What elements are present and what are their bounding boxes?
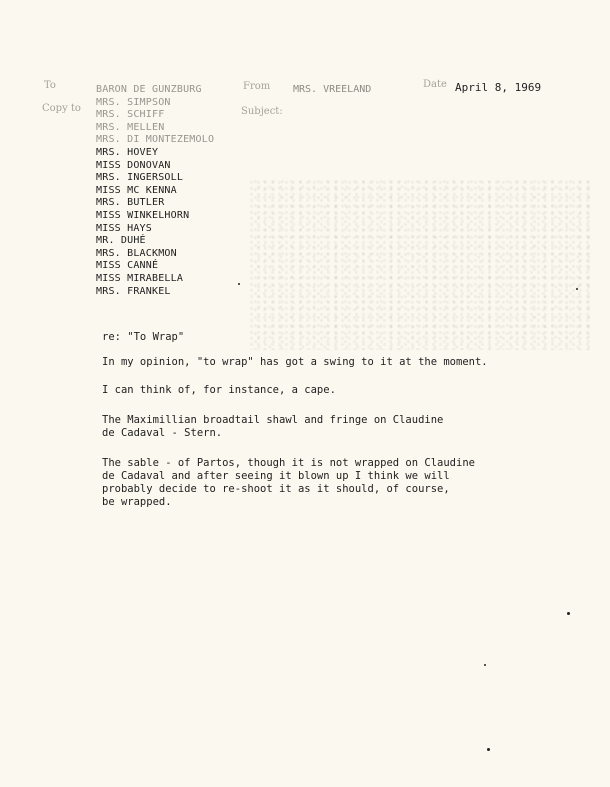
body-paragraph: The sable - of Partos, though it is not wrapped on Claudine de Cadaval and after seeing it blown up I think we will probably decide to re-shoot it as it should, of course, be wrapped.	[102, 457, 475, 508]
paper-speck	[576, 288, 578, 290]
memo-body	[102, 331, 522, 519]
recipient: MRS. BLACKMON	[96, 247, 177, 259]
from-label: From	[243, 81, 271, 92]
recipient: MISS HAYS	[96, 222, 152, 234]
recipient: MRS. SIMPSON	[96, 96, 171, 108]
date-value: April 8, 1969	[455, 81, 542, 94]
recipient: MISS WINKELHORN	[96, 209, 190, 221]
copy-to-label: Copy to	[42, 103, 81, 114]
recipient: MRS. BUTLER	[96, 197, 165, 209]
body-paragraph: In my opinion, "to wrap" has got a swing to it at the moment.	[102, 356, 488, 368]
paper-speckle	[250, 180, 590, 350]
paper-speck	[484, 664, 486, 666]
paper-speck	[487, 748, 490, 751]
to-label: To	[44, 80, 56, 91]
re-line: re: "To Wrap"	[102, 331, 185, 343]
recipient: MRS. DI MONTEZEMOLO	[96, 134, 215, 146]
paper-speck	[238, 283, 240, 285]
subject-label: Subject:	[241, 106, 283, 117]
from-value: MRS. VREELAND	[293, 84, 372, 95]
recipient: MISS MC KENNA	[96, 184, 177, 196]
recipient: MISS CANNÉ	[96, 260, 159, 272]
recipient: MISS DONOVAN	[96, 159, 171, 171]
recipient: MRS. MELLEN	[96, 121, 165, 133]
recipient-list	[96, 84, 214, 298]
paper-speck	[567, 612, 570, 615]
body-paragraph: The Maximillian broadtail shawl and fringe on Claudine de Cadaval - Stern.	[102, 414, 444, 439]
recipient: MRS. HOVEY	[96, 146, 159, 158]
recipient: BARON DE GUNZBURG	[96, 84, 202, 95]
body-paragraph: I can think of, for instance, a cape.	[102, 384, 336, 396]
recipient: MRS. FRANKEL	[96, 285, 171, 297]
date-label: Date	[423, 79, 447, 90]
recipient: MRS. INGERSOLL	[96, 172, 184, 184]
recipient: MR. DUHÉ	[96, 235, 146, 247]
recipient: MISS MIRABELLA	[96, 272, 184, 284]
recipient: MRS. SCHIFF	[96, 109, 165, 121]
